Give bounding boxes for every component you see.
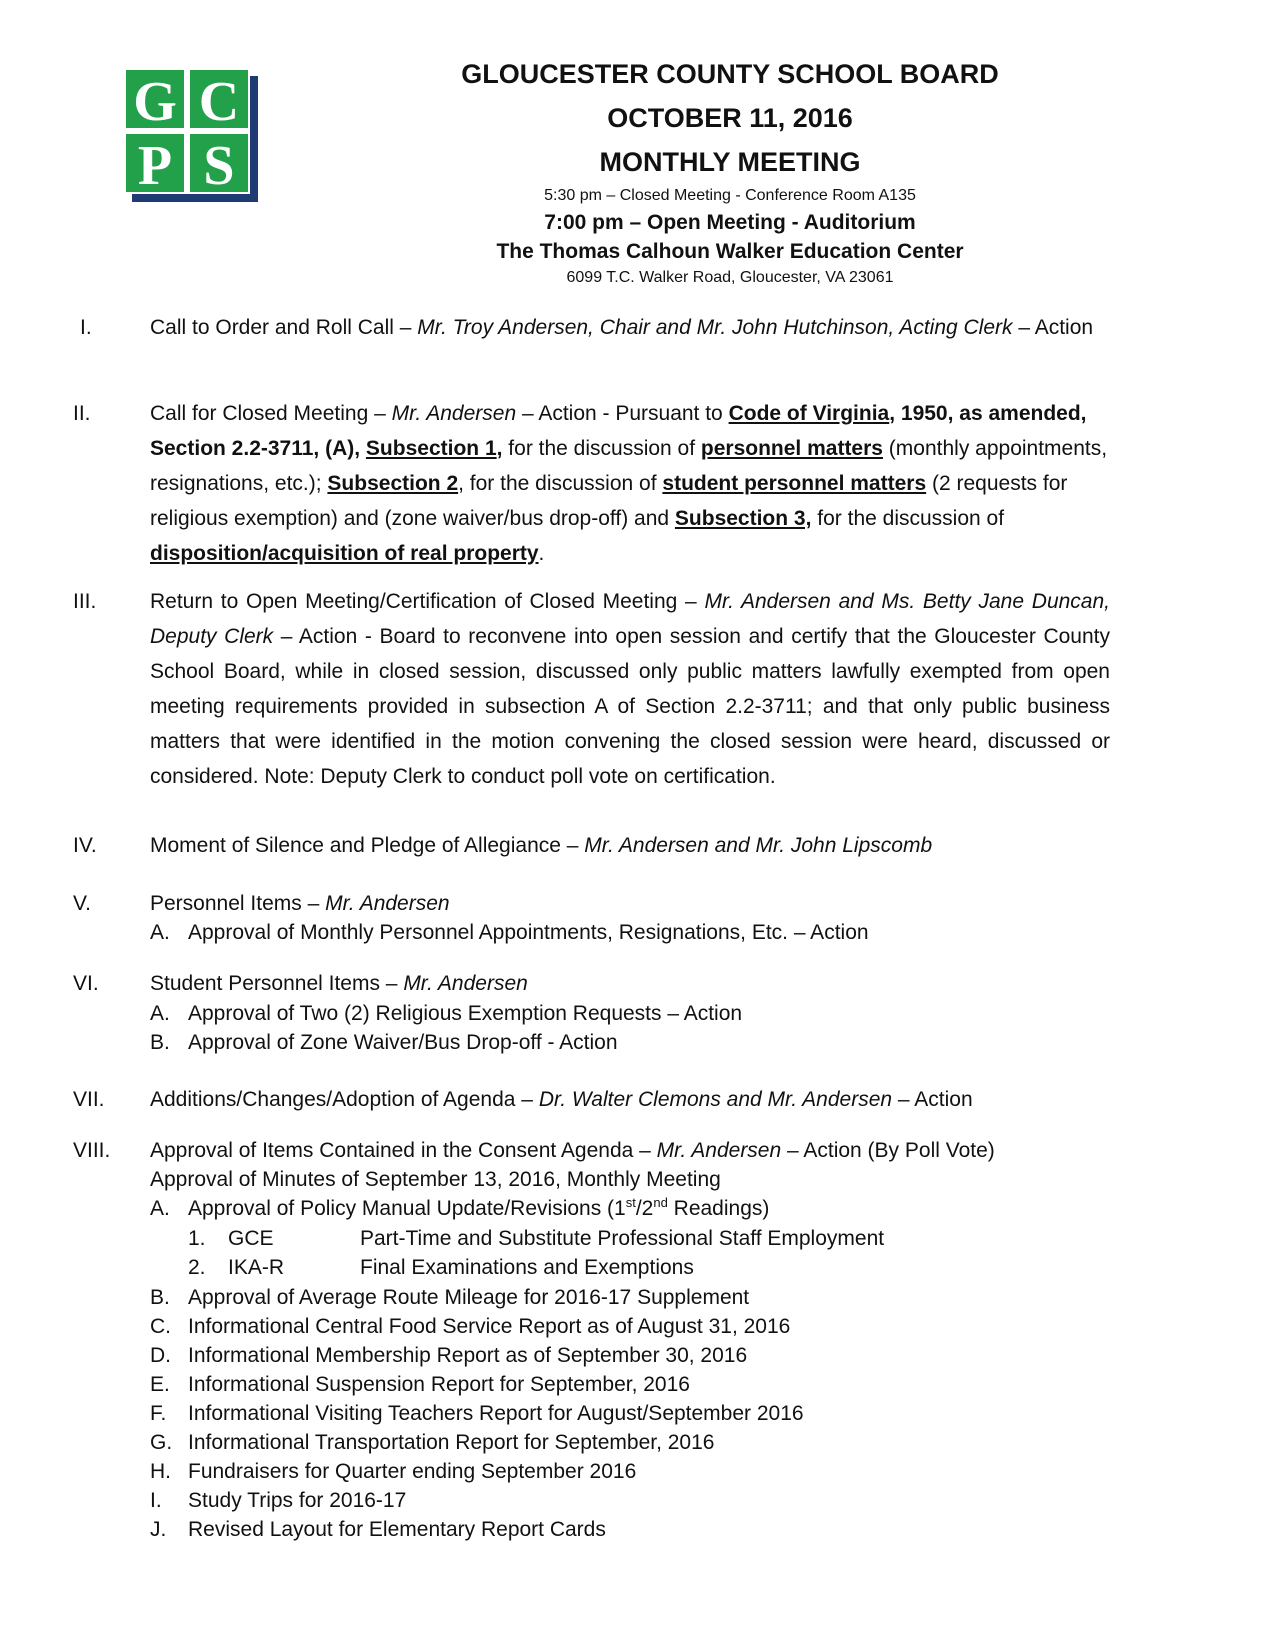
item-text: Return to Open Meeting/Certification of Closed Meeting – Mr. Andersen and Ms. Betty Jane Duncan, Deputy Clerk – Action - Board to reconvene into open session and certify that the Gloucester County School Board, while in closed session, discussed only public matters lawfully exempted from open meeting requirements provided in subsection A of Section 2.2-3711; and that only public business matters that were identified in the motion convening the closed session were heard, discussed or considered. Note: Deputy Clerk to conduct poll vote on certification. xyxy=(150,590,1110,788)
sub-item: I. Study Trips for 2016-17 xyxy=(150,1489,407,1512)
sub-item: B. Approval of Zone Waiver/Bus Drop-off - Action xyxy=(150,1031,618,1054)
sub-item: H. Fundraisers for Quarter ending September 2016 xyxy=(150,1460,637,1483)
open-meeting-time: 7:00 pm – Open Meeting - Auditorium xyxy=(544,211,916,234)
item-number: III. xyxy=(73,590,97,613)
item-number: I. xyxy=(80,316,92,339)
item-text: Personnel Items – Mr. Andersen xyxy=(150,892,450,915)
minutes-approval: Approval of Minutes of September 13, 2016, Monthly Meeting xyxy=(150,1168,721,1191)
sub-item: A. Approval of Monthly Personnel Appointments, Resignations, Etc. – Action xyxy=(150,921,869,944)
sub-item: B. Approval of Average Route Mileage for 2016-17 Supplement xyxy=(150,1286,750,1309)
policy-item: 2. IKA-R Final Examinations and Exemptions xyxy=(188,1256,694,1279)
logo-letter-p: P xyxy=(137,135,173,197)
item-number: II. xyxy=(73,402,91,425)
meeting-type: MONTHLY MEETING xyxy=(599,147,861,177)
sub-item: F. Informational Visiting Teachers Report for August/September 2016 xyxy=(150,1402,804,1425)
sub-item: A. Approval of Two (2) Religious Exemption Requests – Action xyxy=(150,1002,743,1025)
board-name: GLOUCESTER COUNTY SCHOOL BOARD xyxy=(461,59,999,89)
venue-address: 6099 T.C. Walker Road, Gloucester, VA 23061 xyxy=(566,269,894,286)
item-text xyxy=(150,312,1110,343)
sub-item: E. Informational Suspension Report for September, 2016 xyxy=(150,1373,690,1396)
code-of-virginia: Code of Virginia xyxy=(728,402,890,425)
item-presenter: Mr. Andersen and Ms. Betty Jane Duncan, Deputy Clerk xyxy=(150,590,1110,648)
item-text: Call for Closed Meeting – Mr. Andersen – Action - Pursuant to Code of Virginia, 1950, as amended, Section 2.2-3711, (A), Subsection 1, for the discussion of personnel matters (monthly appointments, resignations, etc.); Subsection 2, for the discussion of student personnel matters (2 requests for religious exemption) and (zone waiver/bus drop-off) and Subsection 3, for the discussion of disposition/acquisition of real property. xyxy=(150,402,1108,565)
item-presenter: Mr. Andersen xyxy=(656,1139,782,1162)
item-number: IV. xyxy=(73,834,97,857)
logo-letter-s: S xyxy=(203,135,235,197)
item-text: Approval of Items Contained in the Consent Agenda – Mr. Andersen – Action (By Poll Vote) xyxy=(150,1139,995,1162)
item-action: – Action xyxy=(1012,316,1094,339)
policy-item: 1. GCE Part-Time and Substitute Professional Staff Employment xyxy=(188,1227,885,1250)
sub-item: A. Approval of Policy Manual Update/Revisions (1st/2nd Readings) xyxy=(150,1195,770,1220)
venue-name: The Thomas Calhoun Walker Education Center xyxy=(496,240,964,263)
meeting-date: OCTOBER 11, 2016 xyxy=(607,103,853,133)
logo-letter-g: G xyxy=(133,71,177,133)
item-presenter: Mr. Andersen xyxy=(391,402,517,425)
sub-item: C. Informational Central Food Service Report as of August 31, 2016 xyxy=(150,1315,791,1338)
item-text: Student Personnel Items – Mr. Andersen xyxy=(150,972,528,995)
gcps-logo xyxy=(122,66,262,206)
sub-item: G. Informational Transportation Report for September, 2016 xyxy=(150,1431,715,1454)
item-number: VI. xyxy=(73,972,99,995)
agenda-header xyxy=(410,52,1050,290)
item-presenter: Dr. Walter Clemons and Mr. Andersen xyxy=(538,1088,893,1111)
item-presenter: Mr. Andersen xyxy=(403,972,528,995)
item-number: VIII. xyxy=(73,1139,111,1162)
item-presenter: Mr. Andersen xyxy=(325,892,450,915)
item-title: Call to Order and Roll Call – xyxy=(150,316,418,339)
item-number: VII. xyxy=(73,1088,105,1111)
item-text: Additions/Changes/Adoption of Agenda – Dr. Walter Clemons and Mr. Andersen – Action xyxy=(150,1088,973,1111)
sub-item: D. Informational Membership Report as of September 30, 2016 xyxy=(150,1344,748,1367)
logo-letter-c: C xyxy=(198,71,240,133)
sub-item: J. Revised Layout for Elementary Report Cards xyxy=(150,1518,606,1541)
closed-meeting-time: 5:30 pm – Closed Meeting - Conference Room A135 xyxy=(544,187,916,204)
item-text: Moment of Silence and Pledge of Allegiance – Mr. Andersen and Mr. John Lipscomb xyxy=(150,834,933,857)
item-presenter: Mr. Troy Andersen, Chair and Mr. John Hutchinson, Acting Clerk xyxy=(417,316,1013,339)
item-number: V. xyxy=(73,892,91,915)
item-presenter: Mr. Andersen and Mr. John Lipscomb xyxy=(584,834,933,857)
